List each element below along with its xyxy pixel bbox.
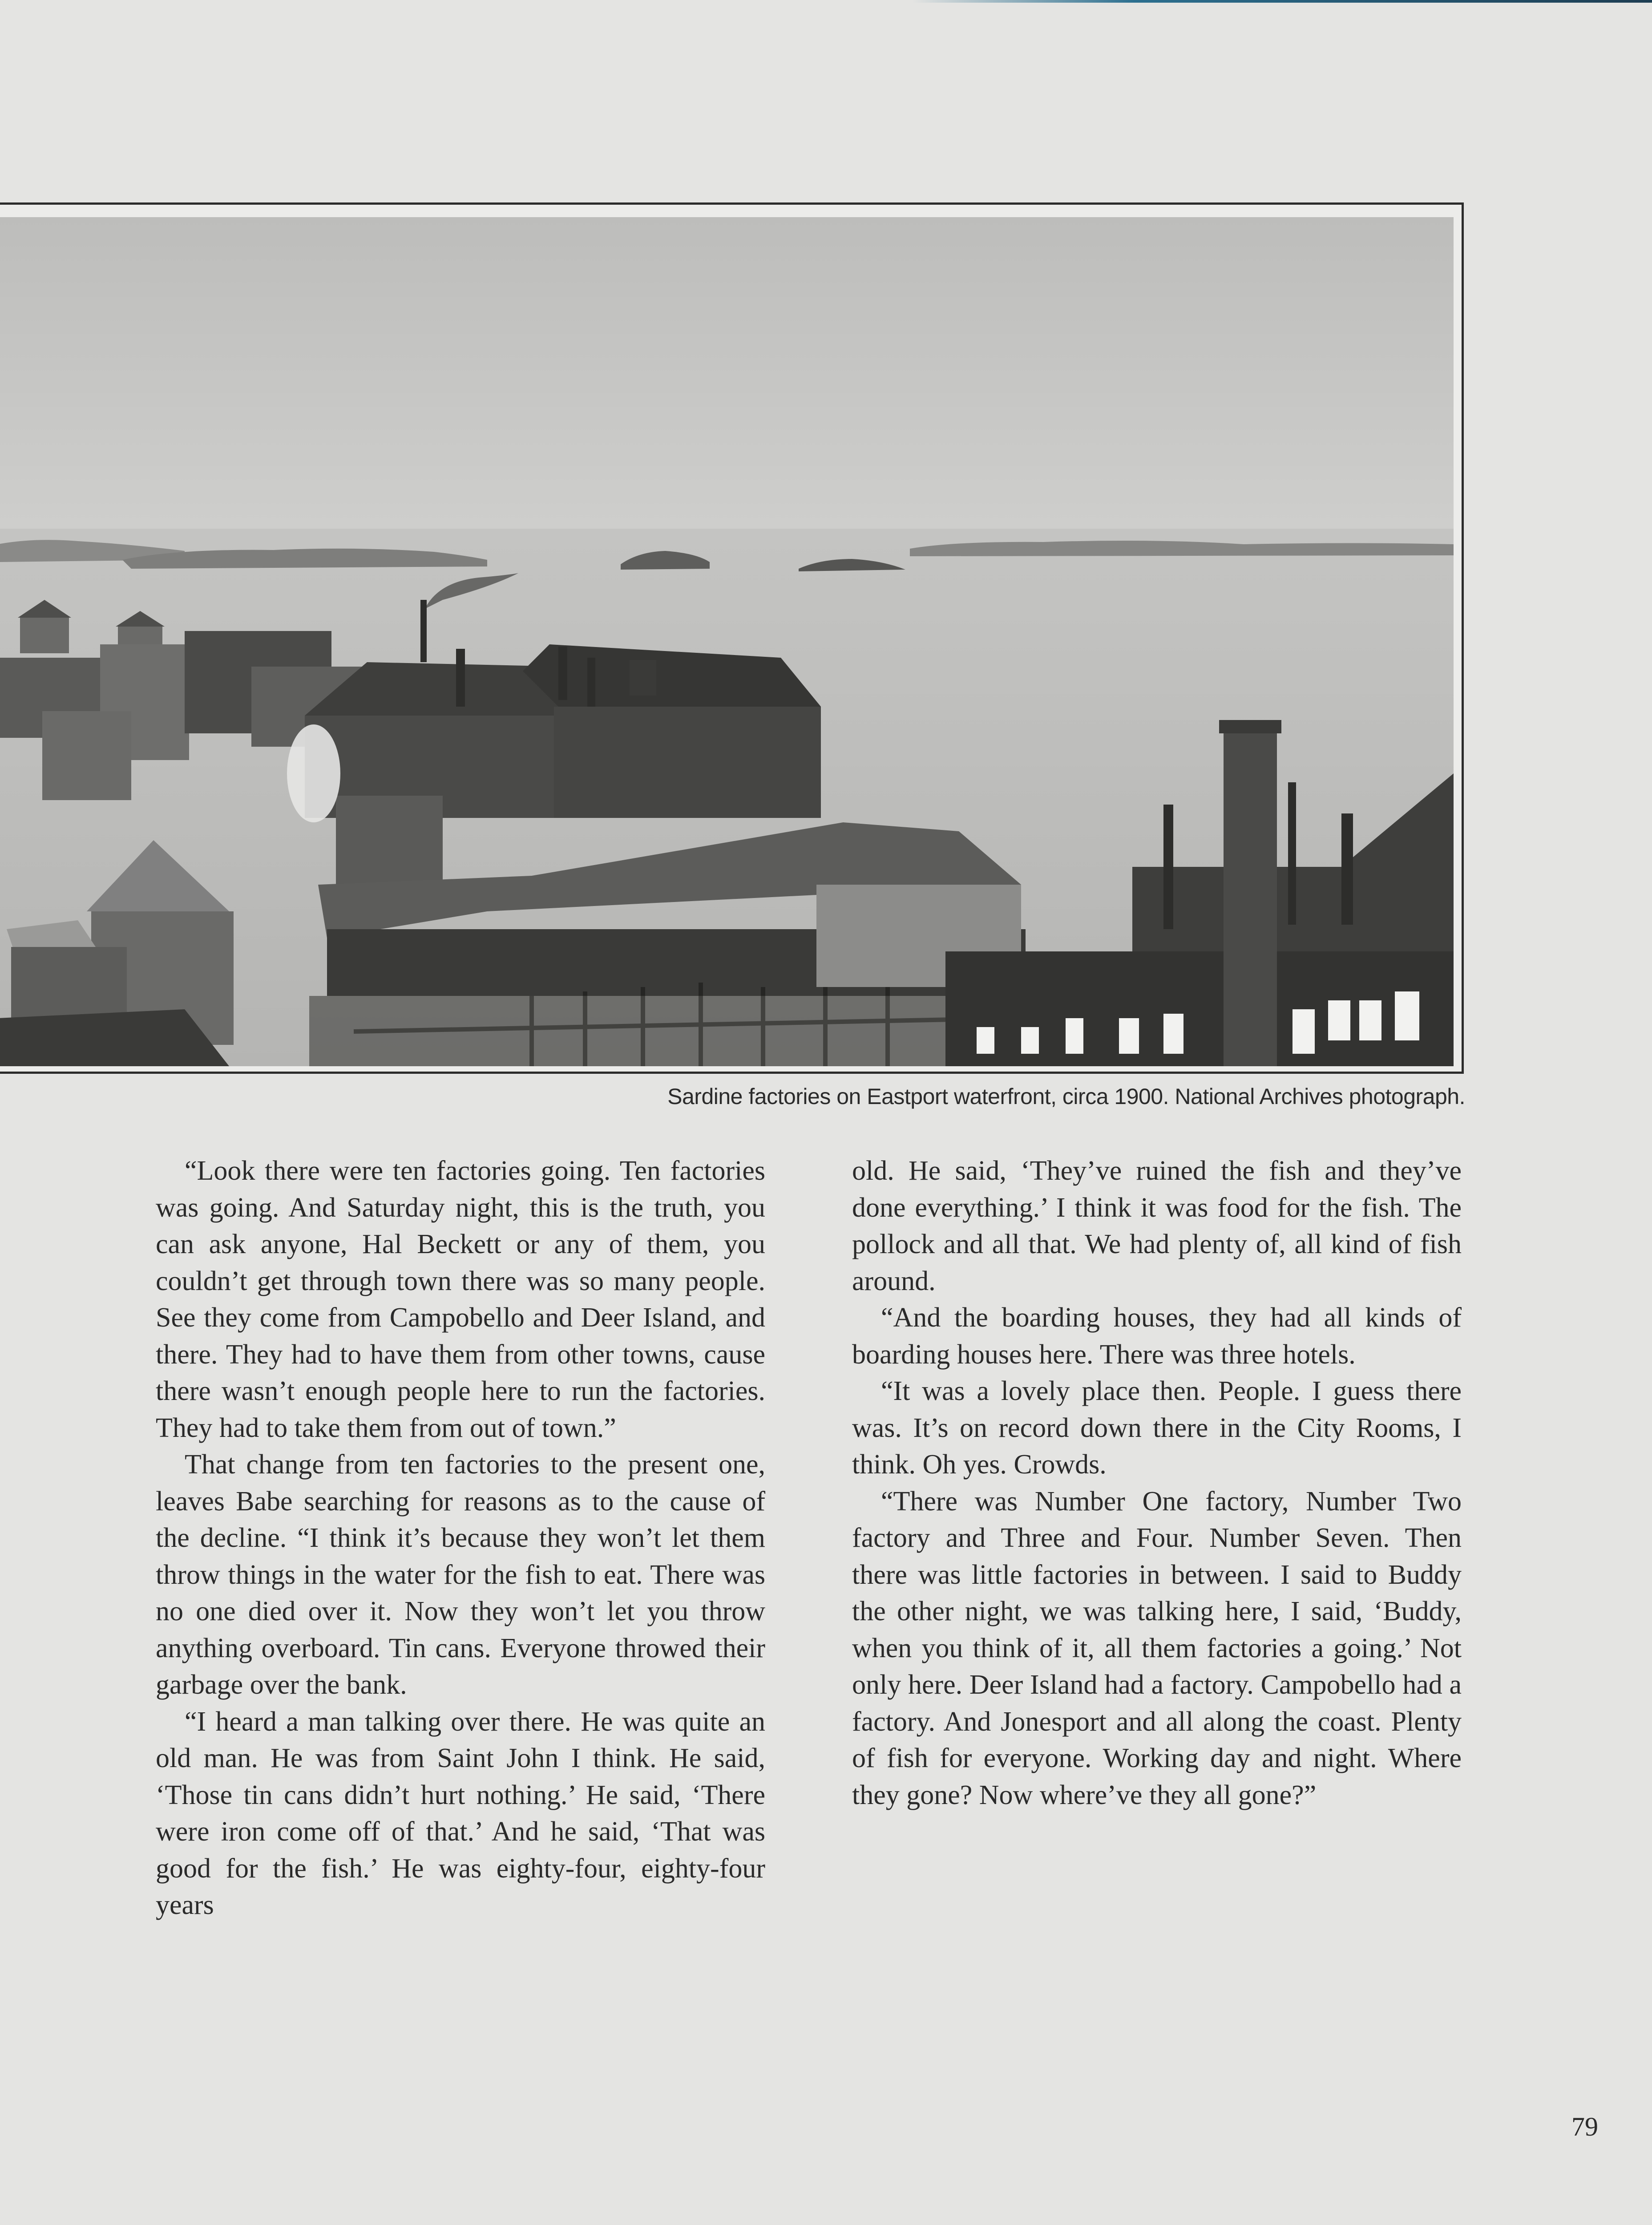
sky bbox=[0, 217, 1454, 546]
paragraph: “Look there were ten factories going. Ten factories was going. And Saturday night, this is the truth, you can ask anyone, Hal Beckett or any of them, you couldn’t get through town there was so many people. See they come from Campobello and Deer Island, and there. They had to have them from other towns, cause there wasn’t enough people here to run the factories. They had to take them from out of town.” bbox=[156, 1156, 765, 1443]
text-column-left bbox=[156, 1153, 765, 1924]
photo-illustration bbox=[0, 217, 1454, 1066]
waterfront-photo bbox=[0, 217, 1454, 1066]
photo-caption: Sardine factories on Eastport waterfront, circa 1900. National Archives photograph. bbox=[667, 1084, 1465, 1109]
wharf-deck bbox=[309, 996, 1021, 1066]
distant-smokestack bbox=[420, 600, 427, 662]
paragraph: “And the boarding houses, they had all kinds of boarding houses here. There was three hotels. bbox=[852, 1303, 1462, 1370]
photo-figure bbox=[0, 202, 1464, 1074]
paragraph: That change from ten factories to the present one, leaves Babe searching for reasons as to the cause of the decline. “I think it’s because they won’t let them throw things in the water for the fish to eat. There was no one died over it. Now they won’t let you throw anything overboard. Tin cans. Everyone throwed their garbage over the bank. bbox=[156, 1449, 765, 1700]
page-number: 79 bbox=[1571, 2112, 1598, 2141]
paragraph: “There was Number One factory, Number Two factory and Three and Four. Number Seven. Then there was little factories in between. I said to Buddy the other night, we was talking here, I said, ‘Buddy, when you think of it, all them factories a going.’ Not only here. Deer Island had a factory. Campobello had a factory. And Jonesport and all along the coast. Plenty of fish for everyone. Working day and night. Where they gone? Now where’ve they all gone?” bbox=[852, 1486, 1462, 1810]
paragraph-continued: old. He said, ‘They’ve ruined the fish and they’ve done everything.’ I think it was food for the fish. The pollock and all that. We had plenty of, all kind of fish around. bbox=[852, 1156, 1462, 1296]
paragraph: “I heard a man talking over there. He was quite an old man. He was from Saint John I think. He said, ‘Those tin cans didn’t hurt nothing.’ He said, ‘There were iron come off of that.’ And he said, ‘That was good for the fish.’ He was eighty-four, eighty-four years bbox=[156, 1706, 765, 1920]
text-column-right bbox=[852, 1153, 1462, 1813]
scan-edge bbox=[912, 0, 1652, 3]
tall-brick-chimney bbox=[1224, 724, 1277, 1066]
steam-cloud bbox=[287, 724, 340, 822]
paragraph: “It was a lovely place then. People. I guess there was. It’s on record down there in the City Rooms, I think. Oh yes. Crowds. bbox=[852, 1376, 1462, 1480]
